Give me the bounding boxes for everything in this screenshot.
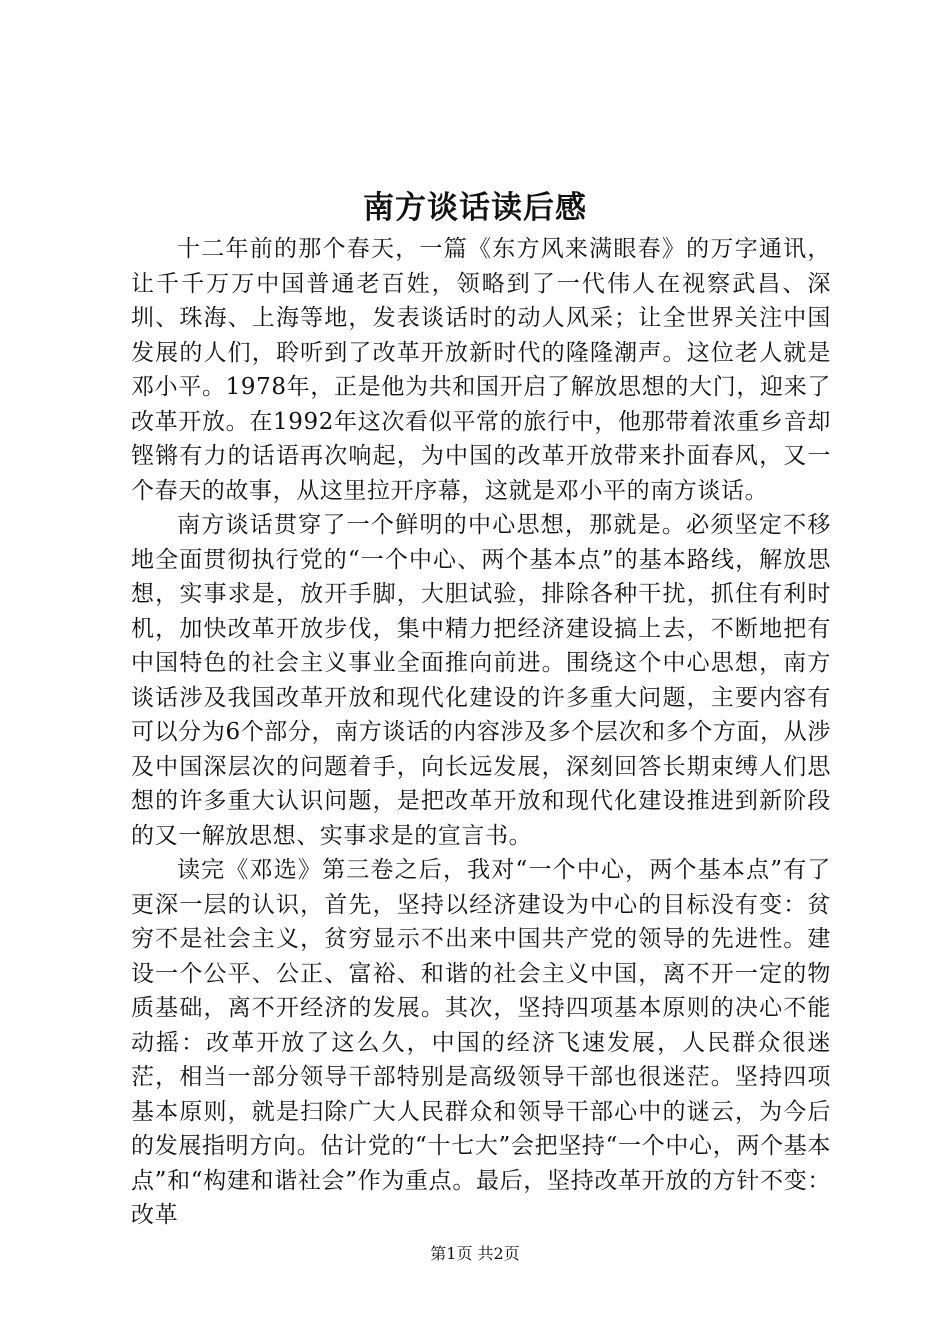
paragraph-1: 十二年前的那个春天，一篇《东方风来满眼春》的万字通讯，让千千万万中国普通老百姓，领略到了一代伟人在视察武昌、深圳、珠海、上海等地，发表谈话时的动人风采；让全世界关注中国发展的人们，聆听到了改革开放新时代的隆隆潮声。这位老人就是邓小平。1978年，正是他为共和国开启了解放思想的大门，迎来了改革开放。在1992年这次看似平常的旅行中，他那带着浓重乡音却铿锵有力的话语再次响起，为中国的改革开放带来扑面春风，又一个春天的故事，从这里拉开序幕，这就是邓小平的南方谈话。 [131,236,831,504]
page-footer: 第1页 共2页 [430,1244,520,1263]
document-title: 南方谈话读后感 [363,190,587,226]
paragraph-3: 读完《邓选》第三卷之后，我对“一个中心，两个基本点”有了更深一层的认识，首先，坚持以经济建设为中心的目标没有变：贫穷不是社会主义，贫穷显示不出来中国共产党的领导的先进性。建设一个公平、公正、富裕、和谐的社会主义中国，离不开一定的物质基础，离不开经济的发展。其次，坚持四项基本原则的决心不能动摇：改革开放了这么久，中国的经济飞速发展，人民群众很迷茫，相当一部分领导干部特别是高级领导干部也很迷茫。坚持四项基本原则，就是扫除广大人民群众和领导干部心中的谜云，为今后的发展指明方向。估计党的“十七大”会把坚持“一个中心，两个基本点”和“构建和谐社会”作为重点。最后，坚持改革开放的方针不变：改革 [131,857,831,1228]
paragraph-2: 南方谈话贯穿了一个鲜明的中心思想，那就是。必须坚定不移地全面贯彻执行党的“一个中心、两个基本点”的基本路线，解放思想，实事求是，放开手脚，大胆试验，排除各种干扰，抓住有利时机，加快改革开放步伐，集中精力把经济建设搞上去，不断地把有中国特色的社会主义事业全面推向前进。围绕这个中心思想，南方谈话涉及我国改革开放和现代化建设的许多重大问题，主要内容有可以分为6个部分，南方谈话的内容涉及多个层次和多个方面，从涉及中国深层次的问题着手，向长远发展，深刻回答长期束缚人们思想的许多重大认识问题，是把改革开放和现代化建设推进到新阶段的又一解放思想、实事求是的宣言书。 [131,512,831,849]
document-body [131,232,831,1233]
